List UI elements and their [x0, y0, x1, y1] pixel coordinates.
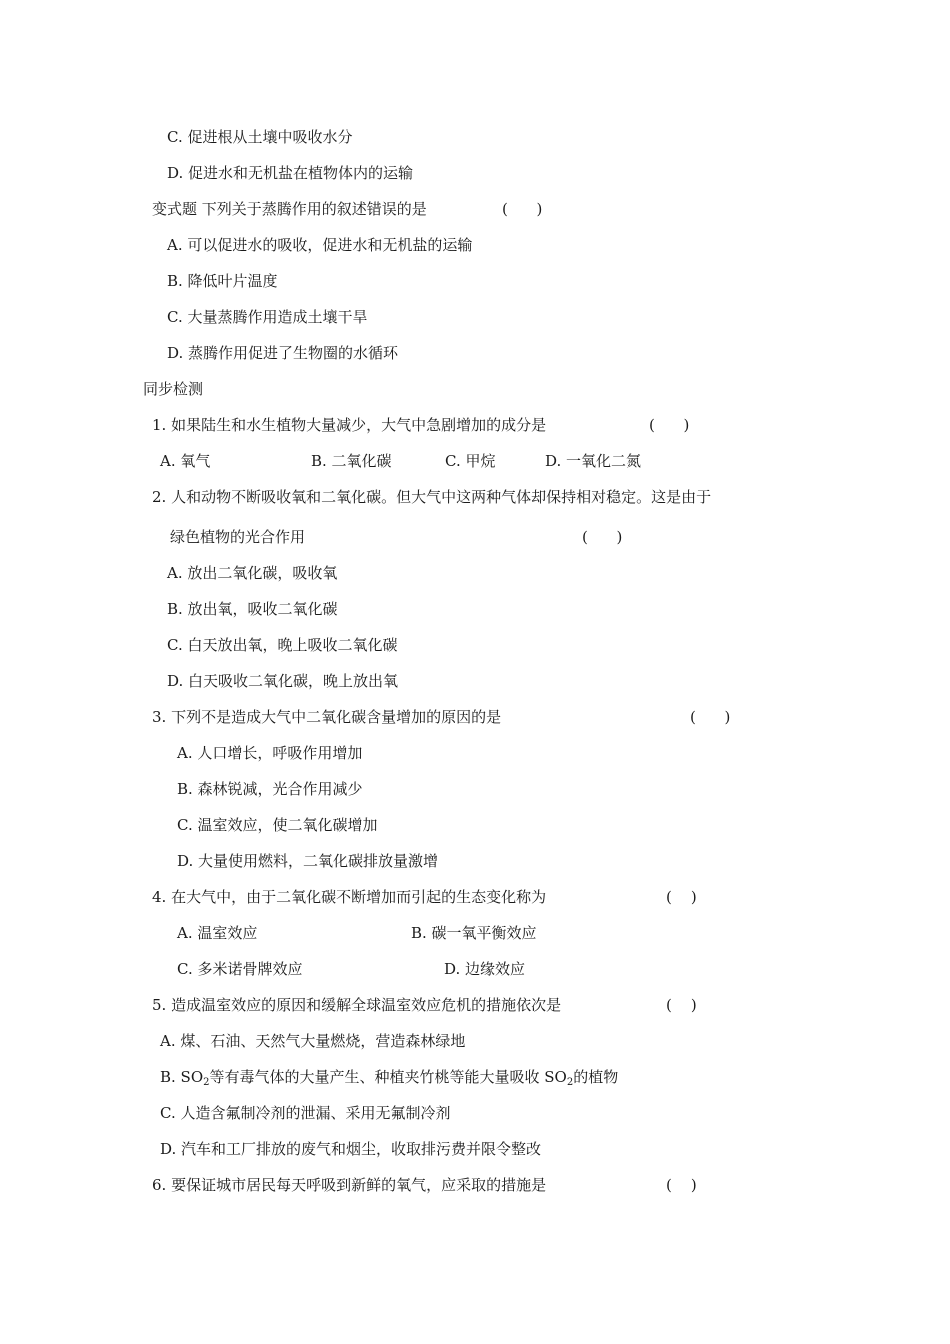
option-item: B. 二氧化碳 [311, 452, 392, 470]
option-item: C. 甲烷 [445, 452, 496, 470]
option-item: A. 氧气 [160, 452, 211, 470]
question-1: 1. 如果陆生和水生植物大量减少，大气中急剧增加的成分是 [152, 416, 547, 434]
option-line: C. 温室效应，使二氧化碳增加 [177, 816, 378, 834]
option-line: D. 白天吸收二氧化碳，晚上放出氧 [167, 672, 399, 690]
option-line: C. 大量蒸腾作用造成土壤干旱 [167, 308, 368, 326]
answer-bracket: ( ) [582, 528, 623, 546]
subscript: 2 [566, 1077, 574, 1088]
option-line: A. 煤、石油、天然气大量燃烧，营造森林绿地 [160, 1032, 466, 1050]
option-line: B. 放出氧，吸收二氧化碳 [167, 600, 338, 618]
option-line: B. 森林锐减，光合作用减少 [177, 780, 363, 798]
answer-bracket: ( ) [666, 888, 697, 906]
question-3: 3. 下列不是造成大气中二氧化碳含量增加的原因的是 [152, 708, 502, 726]
option-line: D. 汽车和工厂排放的废气和烟尘，收取排污费并限令整改 [160, 1140, 542, 1158]
option-item: A. 温室效应 [177, 924, 258, 942]
option-item: B. 碳一氧平衡效应 [411, 924, 537, 942]
question-5: 5. 造成温室效应的原因和缓解全球温室效应危机的措施依次是 [152, 996, 562, 1014]
question-2: 2. 人和动物不断吸收氧和二氧化碳。但大气中这两种气体却保持相对稳定。这是由于 [152, 488, 712, 506]
question-4: 4. 在大气中，由于二氧化碳不断增加而引起的生态变化称为 [152, 888, 547, 906]
option-line: D. 大量使用燃料，二氧化碳排放量激增 [177, 852, 439, 870]
answer-bracket: ( ) [666, 996, 697, 1014]
option-item: D. 一氧化二氮 [545, 452, 642, 470]
answer-bracket: ( ) [502, 200, 543, 218]
option-prefix: B. SO [160, 1068, 204, 1086]
section-heading: 同步检测 [143, 380, 204, 398]
option-item: C. 多米诺骨牌效应 [177, 960, 303, 978]
option-line: A. 放出二氧化碳，吸收氧 [167, 564, 338, 582]
question-2-continued: 绿色植物的光合作用 [170, 528, 306, 546]
option-line: C. 人造含氟制冷剂的泄漏、采用无氟制冷剂 [160, 1104, 451, 1122]
option-middle: 等有毒气体的大量产生、种植夹竹桃等能大量吸收 SO [209, 1068, 567, 1086]
option-line-with-formula [160, 1067, 618, 1087]
option-suffix: 的植物 [573, 1068, 619, 1086]
option-line: A. 可以促进水的吸收，促进水和无机盐的运输 [167, 236, 473, 254]
option-line: C. 白天放出氧，晚上吸收二氧化碳 [167, 636, 398, 654]
answer-bracket: ( ) [690, 708, 731, 726]
option-line: D. 蒸腾作用促进了生物圈的水循环 [167, 344, 399, 362]
subscript: 2 [203, 1077, 210, 1088]
option-line: C. 促进根从土壤中吸收水分 [167, 128, 353, 146]
answer-bracket: ( ) [649, 416, 690, 434]
option-line: A. 人口增长，呼吸作用增加 [177, 744, 363, 762]
option-line: D. 促进水和无机盐在植物体内的运输 [167, 164, 414, 182]
question-6: 6. 要保证城市居民每天呼吸到新鲜的氧气，应采取的措施是 [152, 1176, 547, 1194]
option-item: D. 边缘效应 [444, 960, 526, 978]
option-line: B. 降低叶片温度 [167, 272, 278, 290]
question-variant: 变式题 下列关于蒸腾作用的叙述错误的是 [152, 200, 427, 218]
answer-bracket: ( ) [666, 1176, 697, 1194]
